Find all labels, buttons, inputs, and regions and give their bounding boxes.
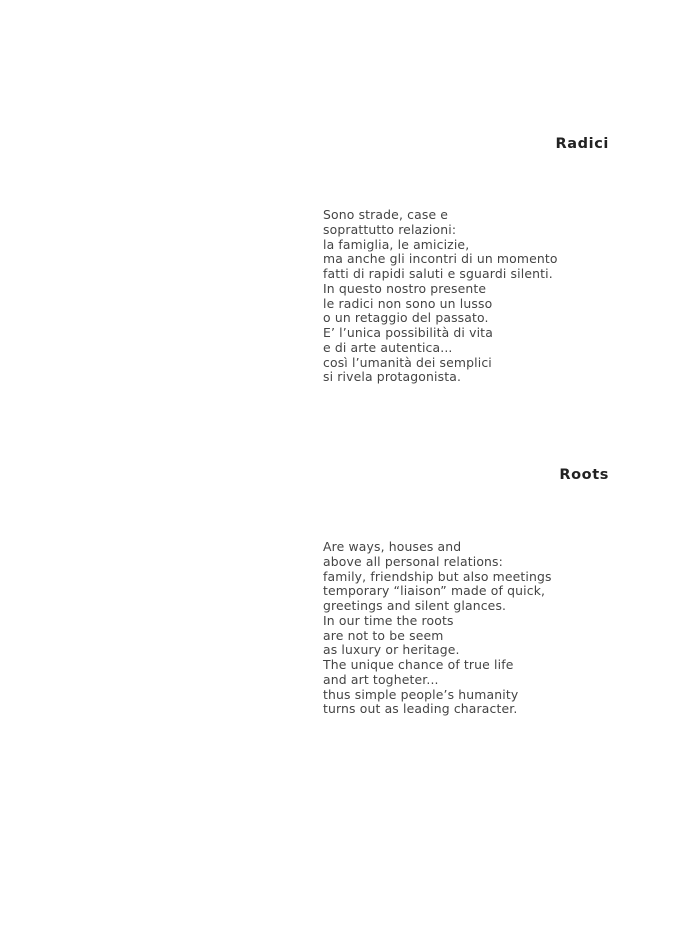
section-title-italian: Radici xyxy=(555,136,609,152)
poem-line: così l’umanità dei semplici xyxy=(323,354,492,370)
poem-line: are not to be seem xyxy=(323,627,444,643)
poem-line: ma anche gli incontri di un momento xyxy=(323,251,558,267)
poem-line: In questo nostro presente xyxy=(323,280,487,296)
poem-line: In our time the roots xyxy=(323,612,454,628)
poem-line: thus simple people’s humanity xyxy=(323,686,519,702)
poem-line: o un retaggio del passato. xyxy=(323,310,489,326)
poem-line: fatti di rapidi saluti e sguardi silenti. xyxy=(323,266,553,281)
poem-line: turns out as leading character. xyxy=(323,701,518,717)
poem-line: temporary “liaison” made of quick, xyxy=(323,583,546,599)
poem-line: and art togheter... xyxy=(323,671,439,687)
poem-line: le radici non sono un lusso xyxy=(323,295,493,311)
poem-line: soprattutto relazioni: xyxy=(323,221,457,237)
poem-line: e di arte autentica... xyxy=(323,339,453,355)
poem-line: Sono strade, case e xyxy=(323,207,449,222)
poem-line: greetings and silent glances. xyxy=(323,598,507,613)
poem-line: as luxury or heritage. xyxy=(323,642,460,658)
poem-line: family, friendship but also meetings xyxy=(323,568,552,584)
poem-line: si rivela protagonista. xyxy=(323,369,462,385)
poem-line: la famiglia, le amicizie, xyxy=(323,236,470,252)
poem-line: above all personal relations: xyxy=(323,553,503,569)
poem-italian xyxy=(323,208,558,385)
section-title-english: Roots xyxy=(559,467,609,483)
poem-line: E’ l’unica possibilità di vita xyxy=(323,325,493,340)
poem-line: The unique chance of true life xyxy=(323,657,514,672)
poem-english xyxy=(323,540,552,717)
poem-line: Are ways, houses and xyxy=(323,539,462,554)
